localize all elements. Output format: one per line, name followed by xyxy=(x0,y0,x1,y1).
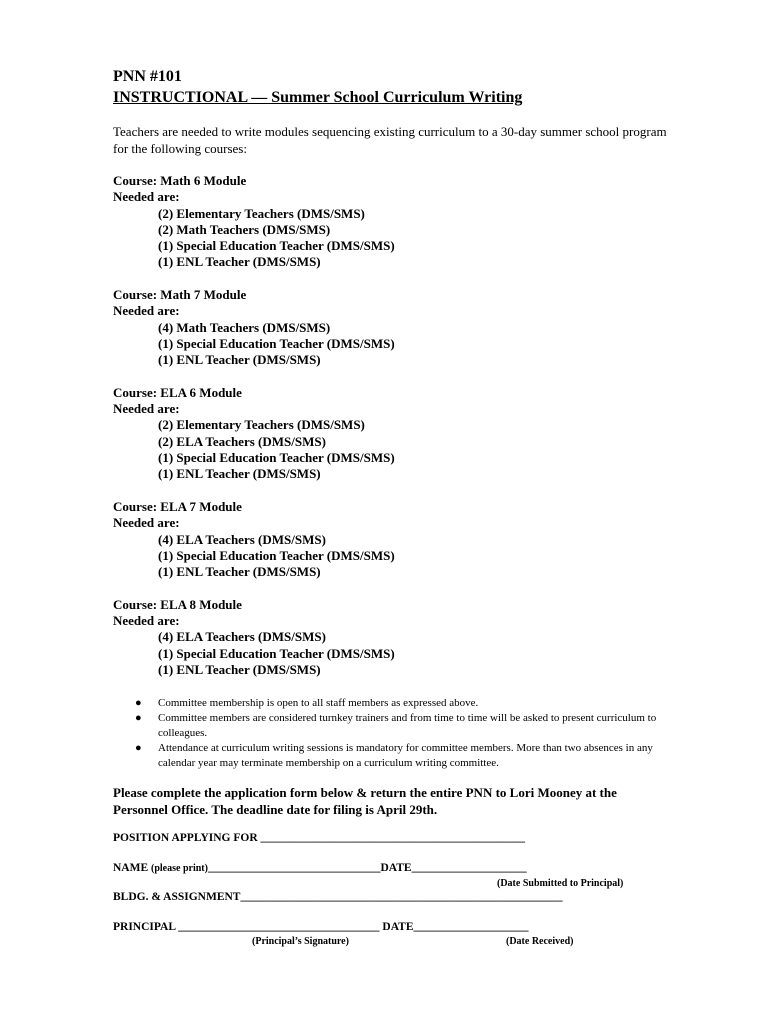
needed-item: (1) Special Education Teacher (DMS/SMS) xyxy=(158,335,395,351)
name-label: NAME xyxy=(113,862,149,874)
application-instructions: Please complete the application form below & return the entire PNN to Lori Mooney at the Personnel Office. The deadline date for filing is April 29th. xyxy=(113,785,617,817)
list-item xyxy=(135,711,675,741)
course-math-6 xyxy=(113,173,673,271)
needed-item: (1) ENL Teacher (DMS/SMS) xyxy=(158,564,321,580)
needed-item: (4) ELA Teachers (DMS/SMS) xyxy=(158,531,326,547)
condition-text: Attendance at curriculum writing sessions is mandatory for committee members. More than two absences in any calendar year may terminate membership on a curriculum writing committee. xyxy=(158,742,653,769)
needed-label: Needed are: xyxy=(113,613,180,629)
date-received-caption: (Date Received) xyxy=(506,936,574,947)
course-ela-7 xyxy=(113,499,673,580)
course-title: Course: Math 7 Module xyxy=(113,287,247,303)
name-date-blank[interactable]: ______________________________DATE____________________ xyxy=(207,862,527,874)
pnn-number: PNN #101 xyxy=(113,68,182,85)
principal-signature-caption: (Principal’s Signature) xyxy=(252,936,349,947)
needed-item: (1) ENL Teacher (DMS/SMS) xyxy=(158,466,321,482)
needed-item: (1) ENL Teacher (DMS/SMS) xyxy=(158,352,321,368)
needed-item: (1) ENL Teacher (DMS/SMS) xyxy=(158,661,321,677)
course-title: Course: ELA 8 Module xyxy=(113,596,242,612)
document-header xyxy=(113,66,522,108)
course-ela-6 xyxy=(113,385,673,483)
course-title: Course: Math 6 Module xyxy=(113,173,247,188)
date-submitted-caption: (Date Submitted to Principal) xyxy=(497,878,624,889)
course-title: Course: ELA 7 Module xyxy=(113,498,242,514)
bullet-icon: ● xyxy=(135,697,142,709)
condition-text: Committee membership is open to all staff members as expressed above. xyxy=(158,697,479,709)
needed-label: Needed are: xyxy=(113,303,180,319)
needed-item: (2) ELA Teachers (DMS/SMS) xyxy=(158,433,326,449)
needed-label: Needed are: xyxy=(113,189,180,205)
bullet-icon: ● xyxy=(135,742,142,754)
list-item xyxy=(135,696,675,711)
bldg-assignment-field[interactable]: BLDG. & ASSIGNMENT________________________________________________________ xyxy=(113,891,563,903)
needed-item: (2) Elementary Teachers (DMS/SMS) xyxy=(158,417,365,433)
posting-title: INSTRUCTIONAL — Summer School Curriculum Writing xyxy=(113,89,523,106)
bullet-icon: ● xyxy=(135,712,142,724)
needed-item: (1) Special Education Teacher (DMS/SMS) xyxy=(158,450,395,466)
principal-date-field[interactable]: PRINCIPAL ___________________________________ DATE____________________ xyxy=(113,921,529,933)
needed-item: (1) Special Education Teacher (DMS/SMS) xyxy=(158,547,395,563)
intro-paragraph: Teachers are needed to write modules sequencing existing curriculum to a 30-day summer school program for the following courses: xyxy=(113,124,667,156)
condition-text: Committee members are considered turnkey trainers and from time to time will be asked to present curriculum to colleagues. xyxy=(158,712,657,739)
needed-label: Needed are: xyxy=(113,515,180,531)
position-field[interactable]: POSITION APPLYING FOR ______________________________________________ xyxy=(113,832,526,844)
needed-item: (2) Math Teachers (DMS/SMS) xyxy=(158,221,331,237)
list-item xyxy=(135,741,675,771)
needed-item: (1) Special Education Teacher (DMS/SMS) xyxy=(158,238,395,254)
course-title: Course: ELA 6 Module xyxy=(113,384,242,400)
needed-item: (1) Special Education Teacher (DMS/SMS) xyxy=(158,645,395,661)
conditions-list xyxy=(135,696,675,771)
course-math-7 xyxy=(113,287,673,368)
name-date-field[interactable] xyxy=(113,862,527,874)
needed-item: (2) Elementary Teachers (DMS/SMS) xyxy=(158,205,365,221)
needed-item: (4) Math Teachers (DMS/SMS) xyxy=(158,319,331,335)
course-list xyxy=(113,173,673,695)
course-ela-8 xyxy=(113,597,673,678)
needed-item: (4) ELA Teachers (DMS/SMS) xyxy=(158,629,326,645)
name-hint: (please print) xyxy=(151,863,208,874)
needed-label: Needed are: xyxy=(113,401,180,417)
needed-item: (1) ENL Teacher (DMS/SMS) xyxy=(158,254,321,270)
